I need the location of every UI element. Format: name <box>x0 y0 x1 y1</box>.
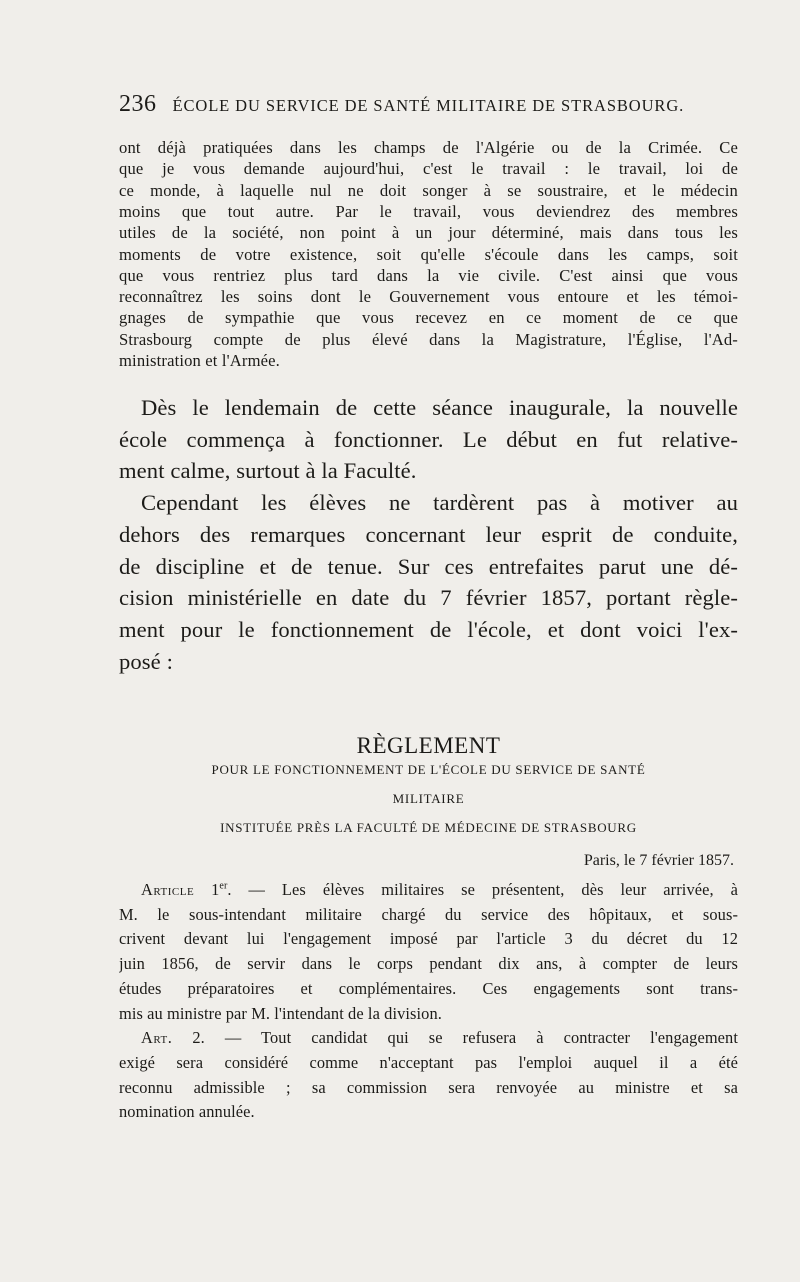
dateline: Paris, le 7 février 1857. <box>583 852 734 869</box>
quote-line: gnages de sympathie que vous recevez en ce moment de ce que <box>119 308 738 328</box>
narrative-line: dehors des remarques concernant leur esprit de conduite, <box>119 521 738 547</box>
running-head <box>119 91 739 118</box>
narrative-line: Dès le lendemain de cette séance inaugurale, la nouvelle <box>141 395 738 420</box>
quote-line: Strasbourg compte de plus élevé dans la Magistrature, l'Église, l'Ad- <box>119 329 738 349</box>
article-1-line: Article 1er. — Les élèves militaires se présentent, dès leur arrivée, à <box>141 880 738 899</box>
quote-line: ont déjà pratiquées dans les champs de l'Algérie ou de la Crimée. Ce <box>119 138 738 157</box>
article-2-line: exigé sera considéré comme n'acceptant pas l'emploi auquel il a été <box>119 1052 738 1072</box>
quote-line: moments de votre existence, soit qu'elle s'écoule dans les camps, soit <box>119 244 738 264</box>
quote-line: ministration et l'Armée. <box>119 351 280 370</box>
article-2-line: nomination annulée. <box>119 1102 255 1122</box>
narrative-line: ment pour le fonctionnement de l'école, et dont voici l'ex- <box>119 616 738 642</box>
regulation-subtitle: INSTITUÉE PRÈS LA FACULTÉ DE MÉDECINE DE STRASBOURG <box>220 820 637 835</box>
narrative-line: de discipline et de tenue. Sur ces entrefaites parut une dé- <box>119 553 738 579</box>
page-number: 236 <box>119 91 157 117</box>
quote-line: que vous rentriez plus tard dans la vie civile. C'est ainsi que vous <box>119 265 738 285</box>
quote-line: moins que tout autre. Par le travail, vous deviendrez des membres <box>119 201 738 221</box>
article-label: Art. <box>141 1028 173 1048</box>
article-1-line: mis au ministre par M. l'intendant de la division. <box>119 1003 442 1023</box>
regulation-title: RÈGLEMENT <box>356 733 501 758</box>
article-2-line: Art. 2. — Tout candidat qui se refusera à contracter l'engagement <box>141 1028 738 1048</box>
regulation-subtitle: MILITAIRE <box>392 791 465 806</box>
narrative-line: cision ministérielle en date du 7 février 1857, portant règle- <box>119 585 738 611</box>
regulation-subtitle: POUR LE FONCTIONNEMENT DE L'ÉCOLE DU SERVICE DE SANTÉ <box>211 762 646 777</box>
quote-line: utiles de la société, non point à un jour déterminé, mais dans tous les <box>119 223 738 243</box>
quote-line: que je vous demande aujourd'hui, c'est le travail : le travail, loi de <box>119 159 738 179</box>
article-2-line: reconnu admissible ; sa commission sera renvoyée au ministre et sa <box>119 1077 738 1097</box>
narrative-line: Cependant les élèves ne tardèrent pas à motiver au <box>141 490 738 516</box>
article-1-line: juin 1856, de servir dans le corps pendant dix ans, à compter de leurs <box>119 954 738 974</box>
running-title: ÉCOLE DU SERVICE DE SANTÉ MILITAIRE DE STRASBOURG. <box>172 96 685 115</box>
narrative-line: ment calme, surtout à la Faculté. <box>119 458 417 484</box>
narrative-line: posé : <box>119 648 173 674</box>
quote-line: reconnaîtrez les soins dont le Gouvernement vous entoure et les témoi- <box>119 287 738 307</box>
article-1-line: M. le sous-intendant militaire chargé du service des hôpitaux, et sous- <box>119 904 738 924</box>
article-1-line: études préparatoires et complémentaires. Ces engagements sont trans- <box>119 978 738 998</box>
article-1-line: crivent devant lui l'engagement imposé par l'article 3 du décret du 12 <box>119 929 738 949</box>
quote-line: ce monde, à laquelle nul ne doit songer à se soustraire, et le médecin <box>119 180 738 200</box>
article-label: Article <box>141 880 195 899</box>
narrative-line: école commença à fonctionner. Le début en fut relative- <box>119 426 738 452</box>
